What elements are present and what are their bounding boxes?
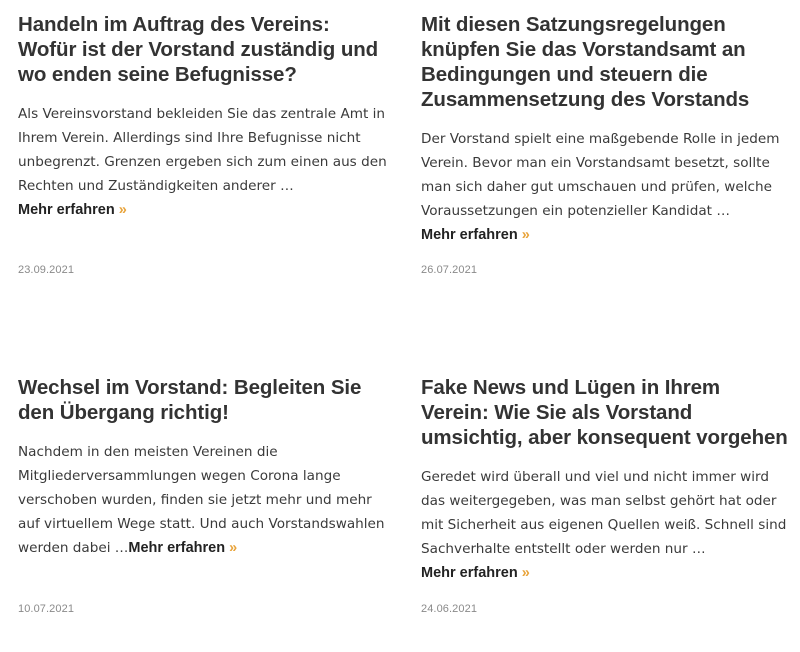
article-title[interactable]: Fake News und Lügen in Ihrem Verein: Wie Sie als Vorstand umsichtig, aber konsequent vorgehen xyxy=(421,376,788,449)
article-date: 24.06.2021 xyxy=(421,603,478,615)
read-more-link[interactable] xyxy=(128,540,237,556)
article-date: 23.09.2021 xyxy=(18,264,75,276)
article-date: 26.07.2021 xyxy=(421,264,478,276)
excerpt-text: Geredet wird überall und viel und nicht immer wird das weitergegeben, was man selbst gehört hat oder mit Sicherheit aus eigenen Quellen weiß. Schnell sind Sachverhalte entstellt oder werden nur … xyxy=(421,469,787,557)
article-card xyxy=(18,375,390,615)
read-more-label: Mehr erfahren xyxy=(421,227,518,243)
article-excerpt xyxy=(18,102,390,222)
chevron-right-icon: » xyxy=(118,202,127,218)
article-title[interactable]: Handeln im Auftrag des Vereins: Wofür ist der Vorstand zuständig und wo enden seine Befugnisse? xyxy=(18,13,379,86)
excerpt-text: Als Vereinsvorstand bekleiden Sie das zentrale Amt in Ihrem Verein. Allerdings sind Ihre Befugnisse nicht unbegrenzt. Grenzen ergeben sich zum einen aus den Rechten und Zuständigkeiten anderer … xyxy=(18,106,387,194)
article-card xyxy=(421,12,793,276)
article-excerpt xyxy=(421,465,793,585)
excerpt-text: Nachdem in den meisten Vereinen die Mitgliederversammlungen wegen Corona lange verschoben wurden, finden sie jetzt mehr und mehr auf virtuellem Wege statt. Und auch Vorstandswahlen werden dabei … xyxy=(18,444,385,556)
chevron-right-icon: » xyxy=(521,565,530,581)
article-excerpt xyxy=(421,127,793,247)
read-more-label: Mehr erfahren xyxy=(128,540,226,556)
read-more-label: Mehr erfahren xyxy=(18,202,115,218)
article-title[interactable]: Mit diesen Satzungsregelungen knüpfen Sie das Vorstandsamt an Bedingungen und steuern die Zusammensetzung des Vorstands xyxy=(421,13,750,111)
article-card xyxy=(18,12,390,276)
article-date: 10.07.2021 xyxy=(18,603,75,615)
article-title[interactable]: Wechsel im Vorstand: Begleiten Sie den Übergang richtig! xyxy=(18,376,362,424)
read-more-link[interactable] xyxy=(421,227,530,243)
read-more-link[interactable] xyxy=(18,202,127,218)
chevron-right-icon: » xyxy=(521,227,530,243)
read-more-link[interactable] xyxy=(421,565,530,581)
read-more-label: Mehr erfahren xyxy=(421,565,518,581)
excerpt-text: Der Vorstand spielt eine maßgebende Rolle in jedem Verein. Bevor man ein Vorstandsamt besetzt, sollte man sich daher gut umschauen und prüfen, welche Voraussetzungen ein potenzieller Kandidat … xyxy=(421,131,780,219)
chevron-right-icon: » xyxy=(229,540,238,556)
article-excerpt xyxy=(18,440,390,560)
article-card xyxy=(421,375,793,615)
